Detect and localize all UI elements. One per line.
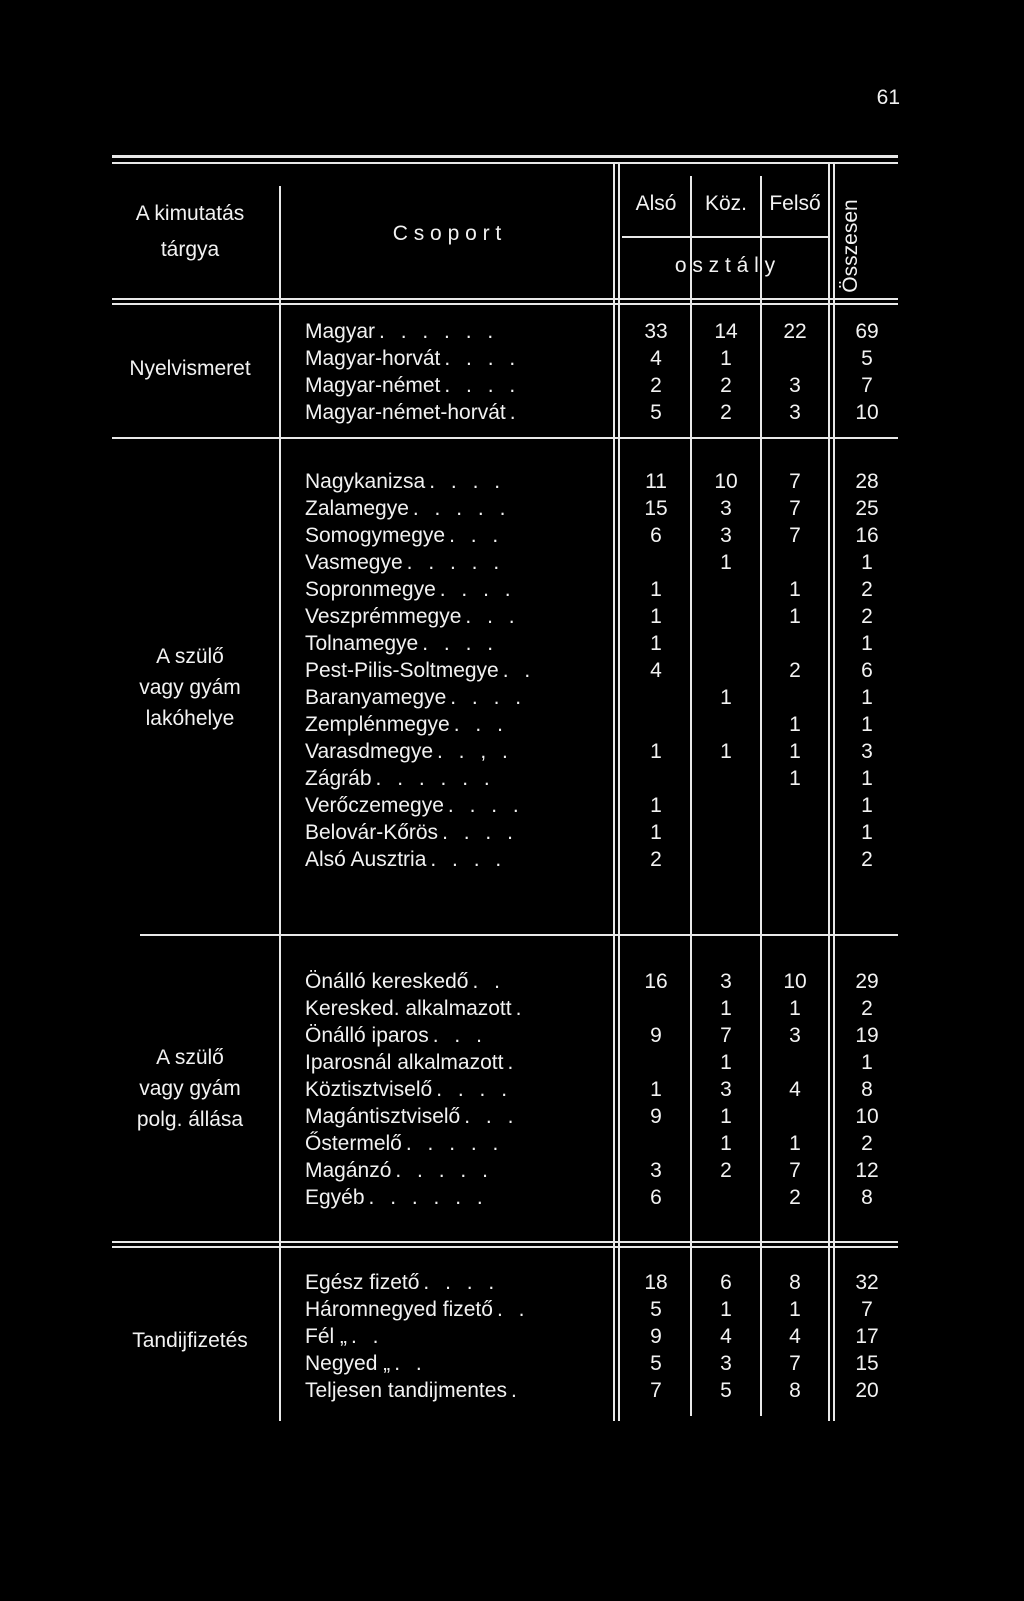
col-koz-section-4: 6 1 4 3 5 (720, 1271, 732, 1402)
col-total-section-2: 28 25 16 1 2 2 1 6 1 1 3 1 1 1 2 (855, 470, 879, 871)
group-row: Önálló kereskedő . . (305, 970, 505, 993)
col-also-section-2: 11 15 6 1 1 1 4 1 1 1 2 (644, 470, 668, 871)
group-row: Magyar . . . . . . (305, 320, 499, 343)
col-also-section-4: 18 5 9 5 7 (644, 1271, 668, 1402)
group-row: Vasmegye . . . . . (305, 551, 505, 574)
col-koz-section-3: 3 1 7 1 3 1 1 2 (720, 970, 732, 1182)
header-rule (112, 298, 898, 300)
group-row: Egyéb . . . . . . (305, 1186, 488, 1209)
group-row: Magántisztviselő . . . (305, 1105, 519, 1128)
group-row: Zágráb . . . . . . (305, 767, 495, 790)
header-class-label: o s z t á l y (674, 254, 776, 277)
group-row: Magyar-horvát . . . . (305, 347, 521, 370)
col-also-section-1: 33 4 2 5 (644, 320, 668, 424)
section-rule-1 (112, 437, 898, 439)
col-koz-section-2: 10 3 3 1 1 1 (714, 470, 738, 763)
col-koz-section-1: 14 1 2 2 (714, 320, 738, 424)
group-list-section-1 (305, 318, 595, 426)
group-row: Tolnamegye . . . . (305, 632, 499, 655)
section-rule-3 (112, 1241, 898, 1243)
group-row: Belovár-Kőrös . . . . (305, 821, 518, 844)
group-row: Magánzó . . . . . (305, 1159, 493, 1182)
group-list-section-4 (305, 1269, 595, 1404)
header-col-lower: Alsó (635, 192, 677, 215)
class-rule (622, 236, 828, 238)
top-rule (112, 155, 898, 158)
col-also-section-3: 16 9 1 9 3 6 (644, 970, 668, 1209)
group-row: Háromnegyed fizető . . (305, 1298, 530, 1321)
header-col-upper: Felső (769, 192, 821, 215)
header-rule-2 (112, 303, 898, 305)
group-row: Fél „ . . (305, 1325, 384, 1348)
col-felso-section-2: 7 7 7 1 1 2 1 1 1 (789, 470, 801, 790)
vline-group-2 (618, 164, 620, 1421)
group-row: Varasdmegye . . , . (305, 740, 513, 763)
col-total-section-4: 32 7 17 15 20 (855, 1271, 879, 1402)
top-rule-2 (112, 162, 898, 164)
header-col-middle: Köz. (704, 192, 748, 215)
section-rule-2 (140, 934, 898, 936)
subject-section-2: A szülő vagy gyám lakóhelye (139, 645, 241, 730)
vline-total-2 (833, 164, 835, 1421)
group-row: Önálló iparos . . . (305, 1024, 487, 1047)
subject-section-1: Nyelvismeret (129, 357, 251, 380)
subject-section-4: Tandijfizetés (132, 1329, 248, 1352)
vline-total-1 (828, 164, 830, 1421)
col-total-section-1: 69 5 7 10 (855, 320, 879, 424)
group-row: Zalamegye . . . . . (305, 497, 511, 520)
subject-section-3: A szülő vagy gyám polg. állása (136, 1046, 244, 1131)
vline-subject (279, 186, 281, 1421)
group-row: Sopronmegye . . . . (305, 578, 516, 601)
group-row: Verőczemegye . . . . (305, 794, 524, 817)
group-row: Magyar-német . . . . (305, 374, 521, 397)
group-row: Alsó Ausztria . . . . (305, 848, 507, 871)
header-subject-line1: A kimutatás (135, 202, 245, 225)
group-row: Somogymegye . . . (305, 524, 504, 547)
group-row: Magyar-német-horvát . (305, 401, 521, 424)
group-row: Iparosnál alkalmazott . (305, 1051, 519, 1074)
col-felso-section-4: 8 1 4 7 8 (789, 1271, 801, 1402)
group-row: Őstermelő . . . . . (305, 1132, 504, 1155)
col-total-section-3: 29 2 19 1 8 10 2 12 8 (855, 970, 879, 1209)
group-row: Baranyamegye . . . . (305, 686, 527, 709)
group-row: Veszprémmegye . . . (305, 605, 520, 628)
group-row: Egész fizető . . . . (305, 1271, 500, 1294)
col-felso-section-1: 22 3 3 (783, 320, 807, 424)
vline-group-1 (613, 164, 615, 1421)
header-subject-line2: tárgya (160, 238, 220, 261)
group-row: Pest-Pilis-Soltmegye . . (305, 659, 536, 682)
section-rule-3b (112, 1246, 898, 1248)
group-row: Negyed „ . . (305, 1352, 427, 1375)
page-number: 61 (876, 86, 900, 109)
col-felso-section-3: 10 1 3 4 1 7 2 (783, 970, 807, 1209)
group-row: Nagykanizsa . . . . (305, 470, 506, 493)
header-col-total: Összesen (839, 199, 862, 293)
group-list-section-3 (305, 968, 595, 1211)
group-row: Zemplénmegye . . . (305, 713, 508, 736)
group-list-section-2 (305, 468, 595, 873)
group-row: Teljesen tandijmentes . (305, 1379, 522, 1402)
header-group: C s o p o r t (392, 222, 502, 245)
group-row: Keresked. alkalmazott . (305, 997, 527, 1020)
group-row: Köztisztviselő . . . . (305, 1078, 513, 1101)
